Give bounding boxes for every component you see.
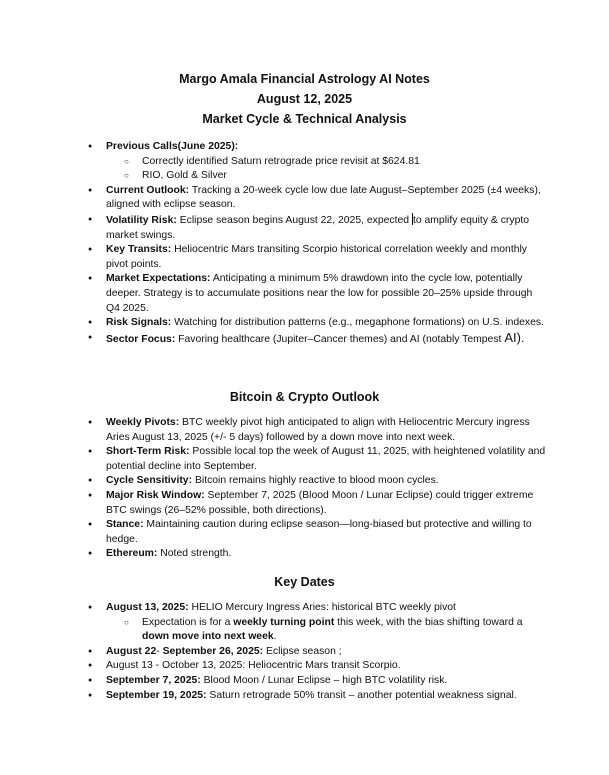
item-text-cont: to amplify equity & crypto market swings. xyxy=(106,214,530,241)
item-label: Market Expectations: xyxy=(106,273,211,285)
item-text: BTC weekly pivot high anticipated to align with Heliocentric Mercury ingress Aries August 13, 2025 (+/- 5 days) followed by a down move into next week. xyxy=(106,417,530,443)
list-item-key-transits xyxy=(0,243,546,272)
item-label: August 13, 2025: xyxy=(106,602,189,613)
item-text: Saturn retrograde 50% transit – another potential weakness signal. xyxy=(206,689,517,701)
list-item-market-expectations xyxy=(0,272,546,316)
list-item-mars-transit xyxy=(0,659,546,674)
item-dash: - xyxy=(156,645,163,657)
item-label: Previous Calls(June 2025): xyxy=(106,141,239,152)
key-dates-list xyxy=(0,601,609,703)
item-text: Eclipse season ; xyxy=(263,645,342,657)
sub-item-rio xyxy=(0,169,542,184)
sub-item-text: . xyxy=(273,631,277,643)
item-label: Short-Term Risk: xyxy=(106,446,190,458)
list-item-sector-focus xyxy=(0,331,546,348)
sub-item-bold: down move into next week xyxy=(142,631,274,643)
section-title-market: Market Cycle & Technical Analysis xyxy=(202,112,407,126)
item-text: Anticipating a minimum 5% drawdown into the cycle low, potentially deeper. Strategy is to accumulate positions near the low for possible 20–25% upside through Q4 2025. xyxy=(106,273,533,314)
item-label: Cycle Sensitivity: xyxy=(106,475,193,487)
sub-item-saturn xyxy=(0,155,542,170)
item-text-tail: AI). xyxy=(504,329,525,345)
document-date: August 12, 2025 xyxy=(256,92,353,106)
sub-item-bold: weekly turning point xyxy=(233,616,335,628)
item-text: Heliocentric Mars transiting Scorpio historical correlation weekly and monthly pivot points. xyxy=(106,244,528,270)
item-text: Bitcoin remains highly reactive to blood moon cycles. xyxy=(192,475,439,487)
sub-item-text: Correctly identified Saturn retrograde price revisit at $624.81 xyxy=(142,155,420,167)
list-item-current-outlook xyxy=(0,184,546,213)
list-item-major-risk-window xyxy=(0,489,546,518)
item-label: Sector Focus: xyxy=(106,333,176,345)
item-label: Key Transits: xyxy=(106,244,172,256)
sub-item-expectation xyxy=(0,616,542,645)
item-label: Stance: xyxy=(106,519,144,531)
document-title: Margo Amala Financial Astrology AI Notes xyxy=(179,72,430,86)
item-text: HELIO Mercury Ingress Aries: historical BTC weekly pivot xyxy=(188,602,456,613)
item-label: September 7, 2025: xyxy=(106,674,201,686)
item-text: Eclipse season begins August 22, 2025, expected xyxy=(176,214,412,226)
list-item-sep19 xyxy=(0,689,546,704)
item-label: Current Outlook: xyxy=(106,184,190,196)
item-label: Weekly Pivots: xyxy=(106,417,180,428)
item-text: Favoring healthcare (Jupiter–Cancer themes) and AI (notably Tempest xyxy=(175,333,505,345)
list-item-sep7 xyxy=(0,674,546,689)
market-list xyxy=(0,140,609,347)
item-text: Tracking a 20-week cycle low due late August–September 2025 (±4 weeks), aligned with eclipse season. xyxy=(106,184,541,211)
item-text: August 13 - October 13, 2025: Heliocentric Mars transit Scorpio. xyxy=(106,660,401,672)
item-label: Volatility Risk: xyxy=(106,214,177,226)
list-item-stance xyxy=(0,518,546,547)
sub-item-text: Expectation is for a xyxy=(142,616,234,628)
list-item-risk-signals xyxy=(0,316,546,331)
list-item-short-term-risk xyxy=(0,445,546,474)
list-item-aug13 xyxy=(0,601,546,616)
item-text: Blood Moon / Lunar Eclipse – high BTC volatility risk. xyxy=(200,674,448,686)
list-item-volatility-risk xyxy=(0,213,546,243)
section-title-key-dates: Key Dates xyxy=(274,575,335,589)
crypto-list xyxy=(0,416,609,562)
item-label: Ethereum: xyxy=(106,548,158,560)
list-item-cycle-sensitivity xyxy=(0,474,546,489)
sub-item-text: RIO, Gold & Silver xyxy=(142,170,227,182)
list-item-aug22 xyxy=(0,645,546,660)
list-item-ethereum xyxy=(0,547,546,562)
item-text: September 7, 2025 (Blood Moon / Lunar Eclipse) could trigger extreme BTC swings (26–52% possible, both directions). xyxy=(106,489,534,516)
item-label: August 22 xyxy=(106,645,157,657)
list-item-weekly-pivots xyxy=(0,416,546,445)
sub-item-text: this week, with the bias shifting toward a xyxy=(334,616,523,628)
section-title-crypto: Bitcoin & Crypto Outlook xyxy=(229,390,380,404)
item-label: September 26, 2025: xyxy=(162,645,264,657)
item-label: Major Risk Window: xyxy=(106,489,205,501)
item-text: Watching for distribution patterns (e.g., megaphone formations) on U.S. indexes. xyxy=(171,317,544,329)
list-item-previous-calls xyxy=(0,140,546,155)
item-label: September 19, 2025: xyxy=(106,689,207,701)
item-text: Noted strength. xyxy=(157,548,232,560)
item-text: Possible local top the week of August 11, 2025, with heightened volatility and potential decline into September. xyxy=(106,446,546,472)
item-text: Maintaining caution during eclipse season—long-biased but protective and willing to hedge. xyxy=(106,519,532,545)
item-label: Risk Signals: xyxy=(106,317,172,329)
